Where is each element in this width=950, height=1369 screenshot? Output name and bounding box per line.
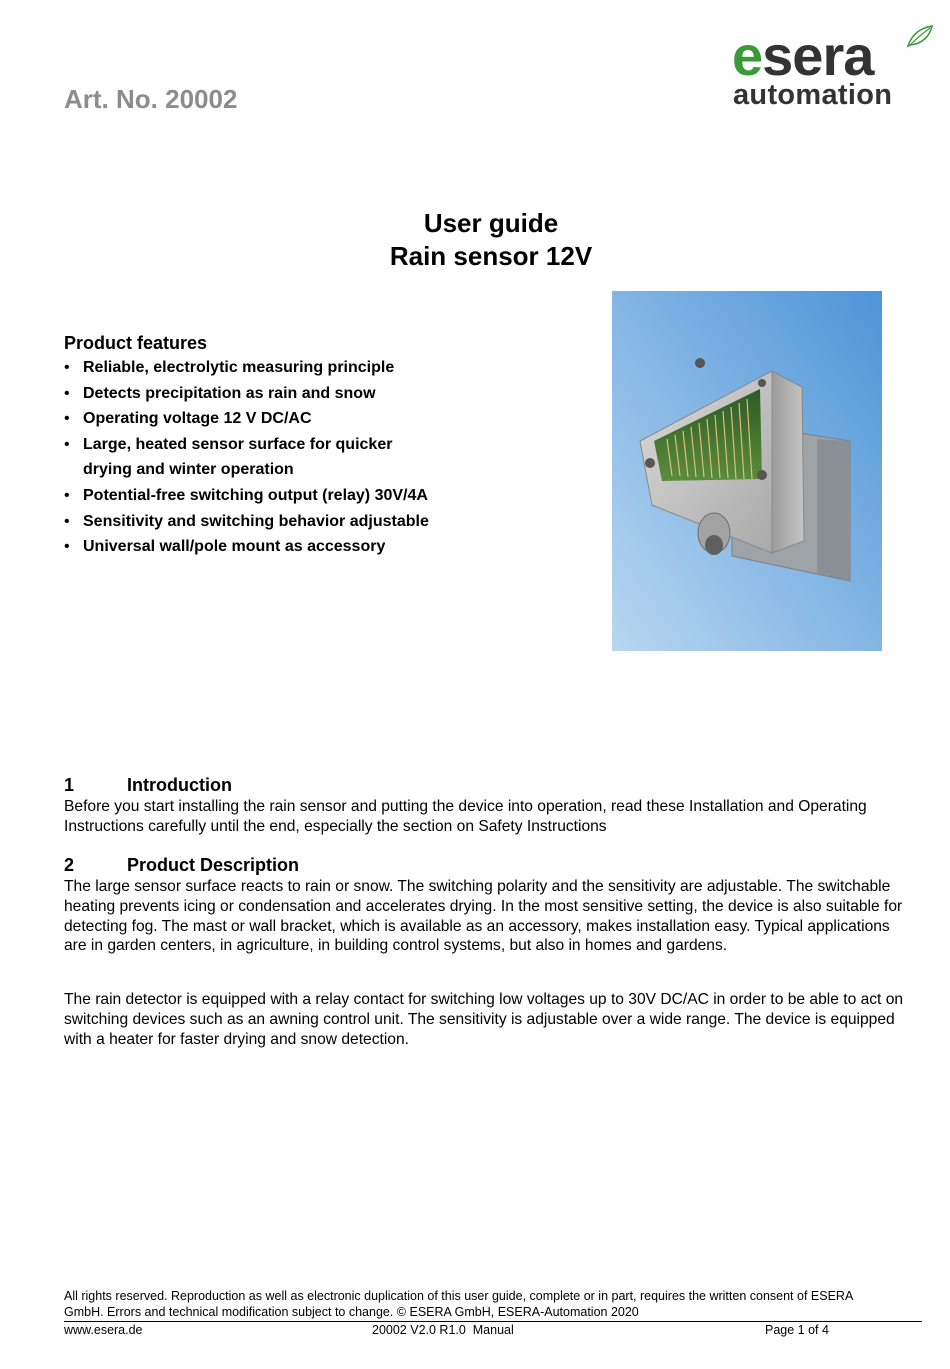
- copyright-note: All rights reserved. Reproduction as well as electronic duplication of this user guide, complete or in part, requires the written consent of ESERA GmbH. Errors and technical modification subject to change. © ESERA GmbH, ESERA-Automation 2020: [64, 1289, 853, 1319]
- footer-page-number: Page 1 of 4: [765, 1323, 829, 1337]
- section-title: Product Description: [127, 855, 300, 875]
- logo-subtitle: automation: [733, 79, 893, 111]
- document-title: User guide: [423, 208, 559, 238]
- features-list: [64, 355, 484, 560]
- feature-item: • Reliable, electrolytic measuring principle: [64, 355, 484, 381]
- feature-item: • Operating voltage 12 V DC/AC: [64, 406, 484, 432]
- document-subtitle: Rain sensor 12V: [389, 241, 593, 271]
- feature-item: • Large, heated sensor surface for quicker drying and winter operation: [64, 432, 418, 483]
- product-photo: [612, 291, 882, 651]
- section-heading-product-description: [64, 855, 299, 876]
- logo-wordmark: [732, 26, 873, 86]
- section-number: 1: [64, 775, 75, 795]
- article-number: Art. No. 20002: [64, 84, 238, 114]
- section-number: 2: [64, 855, 75, 875]
- section-title: Introduction: [127, 775, 232, 795]
- section-heading-introduction: [64, 775, 232, 796]
- feature-item: • Sensitivity and switching behavior adjustable: [64, 509, 484, 535]
- feature-item: • Potential-free switching output (relay) 30V/4A: [64, 483, 484, 509]
- features-heading: Product features: [64, 333, 208, 353]
- introduction-text: Before you start installing the rain sensor and putting the device into operation, read these Installation and Operating Instructions carefully until the end, especially the section on Safety Instructions: [64, 798, 867, 835]
- footer-document-id: 20002 V2.0 R1.0 Manual: [372, 1323, 514, 1337]
- esera-logo: [728, 22, 928, 112]
- logo-wordmark-rest: sera: [762, 24, 874, 87]
- feature-item: • Detects precipitation as rain and snow: [64, 381, 484, 407]
- feature-item: • Universal wall/pole mount as accessory: [64, 534, 484, 560]
- footer-divider: [64, 1321, 922, 1322]
- logo-accent-letter: e: [732, 24, 763, 87]
- product-description-paragraph-1: The large sensor surface reacts to rain or snow. The switching polarity and the sensitivity are adjustable. The switchable heating prevents icing or condensation and accelerates drying. In the most sensitive setting, the device is also suitable for detecting fog. The mast or wall bracket, which is available as an accessory, makes installation easy. Typical applications are in garden centers, in agriculture, in building control systems, but also in homes and gardens.: [64, 878, 903, 955]
- leaf-icon: [906, 24, 934, 48]
- product-description-paragraph-2: The rain detector is equipped with a relay contact for switching low voltages up to 30V DC/AC in order to be able to act on switching devices such as an awning control unit. The sensitivity is adjustable over a wide range. The device is equipped with a heater for faster drying and snow detection.: [64, 991, 904, 1048]
- footer-website: www.esera.de: [64, 1323, 143, 1337]
